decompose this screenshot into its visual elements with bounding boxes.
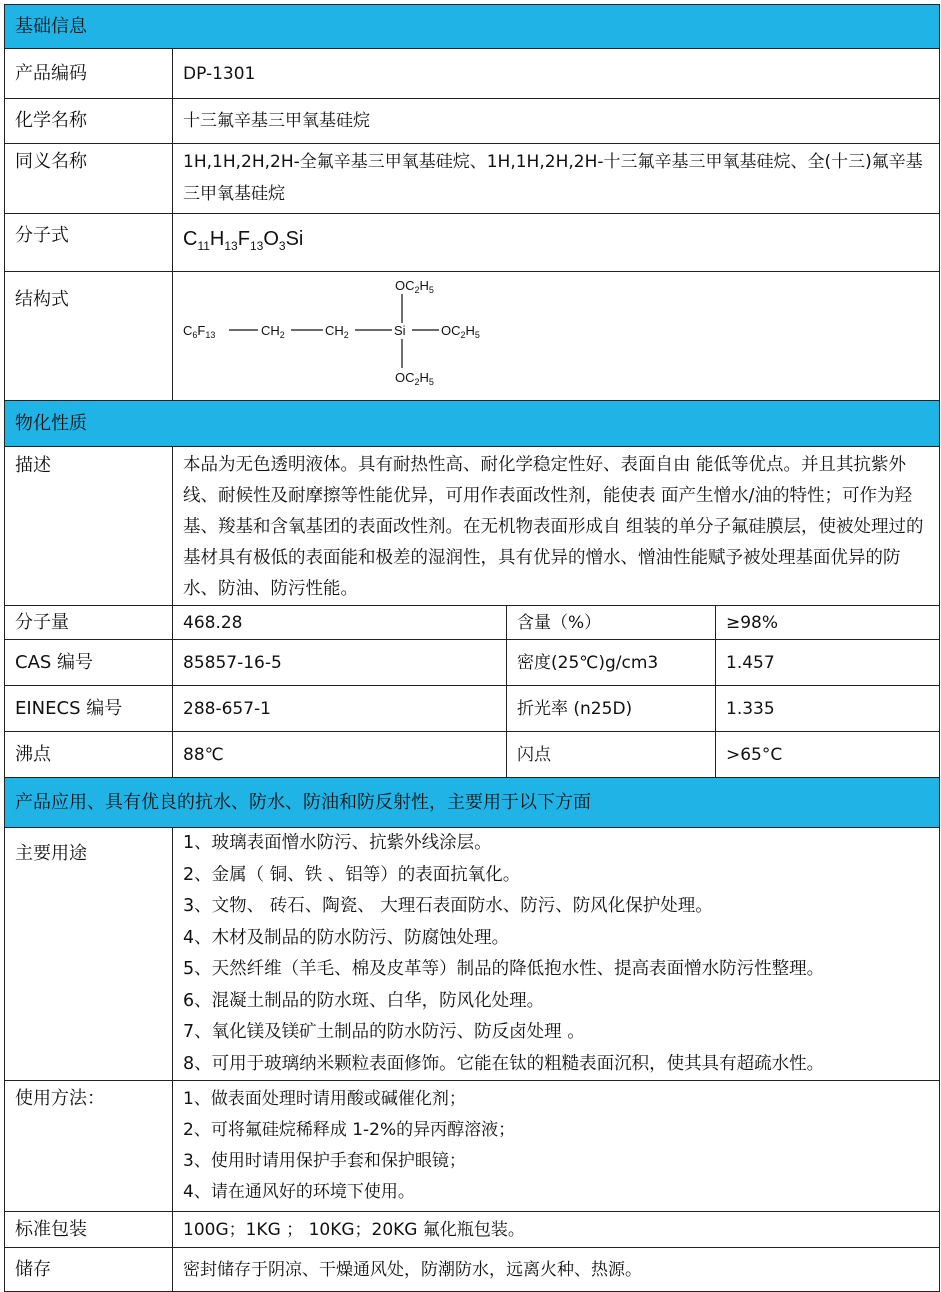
label-formula: 分子式 bbox=[5, 214, 173, 272]
label-fp: 闪点 bbox=[507, 732, 716, 778]
row-bp-fp bbox=[5, 732, 940, 778]
list-item: 3、使用时请用保护手套和保护眼镜； bbox=[183, 1151, 466, 1171]
label-density: 密度(25℃)g/cm3 bbox=[507, 640, 716, 686]
row-method bbox=[5, 1081, 940, 1212]
label-cas: CAS 编号 bbox=[5, 640, 173, 686]
structure-text-right: $OC_2H_5$ bbox=[441, 323, 480, 340]
structure-ch2-a: $CH_2$ bbox=[261, 323, 285, 340]
uses-list bbox=[173, 828, 940, 1081]
row-uses bbox=[5, 828, 940, 1081]
value-storage: 密封储存于阴凉、干燥通风处，防潮防水，远离火种、热源。 bbox=[173, 1248, 940, 1292]
structure-diagram bbox=[173, 272, 593, 398]
structure-text-bottom: $OC_2H_5$ bbox=[395, 370, 434, 387]
value-content: ≥98% bbox=[716, 606, 940, 640]
value-einecs: 288-657-1 bbox=[173, 686, 507, 732]
label-bp: 沸点 bbox=[5, 732, 173, 778]
list-item: 2、可将氟硅烷稀释成 1-2%的异丙醇溶液； bbox=[183, 1120, 516, 1140]
row-synonyms bbox=[5, 144, 940, 214]
label-chemical-name: 化学名称 bbox=[5, 99, 173, 144]
label-storage: 储存 bbox=[5, 1248, 173, 1292]
list-item: 8、可用于玻璃纳米颗粒表面修饰。它能在钛的粗糙表面沉积，使其具有超疏水性。 bbox=[183, 1053, 825, 1074]
label-synonyms: 同义名称 bbox=[5, 144, 173, 214]
value-density: 1.457 bbox=[716, 640, 940, 686]
structure-si: Si bbox=[394, 323, 406, 338]
value-ri: 1.335 bbox=[716, 686, 940, 732]
structure-c6f13: $C_6F_{13}$ bbox=[183, 323, 216, 340]
list-item: 1、玻璃表面憎水防污、抗紫外线涂层。 bbox=[183, 833, 492, 853]
list-item: 7、氧化镁及镁矿土制品的防水防污、防反卤处理 。 bbox=[183, 1022, 585, 1042]
label-ri: 折光率 (n25D) bbox=[507, 686, 716, 732]
list-item: 4、木材及制品的防水防污、防腐蚀处理。 bbox=[183, 927, 510, 948]
row-cas-density bbox=[5, 640, 940, 686]
value-mw: 468.28 bbox=[173, 606, 507, 640]
list-item: 2、金属（ 铜、铁 、铝等）的表面抗氧化。 bbox=[183, 864, 521, 885]
value-product-code: DP-1301 bbox=[173, 49, 940, 99]
value-bp: 88℃ bbox=[173, 732, 507, 778]
row-product-code bbox=[5, 49, 940, 99]
list-item: 1、做表面处理时请用酸或碱催化剂； bbox=[183, 1089, 466, 1109]
section-application-header bbox=[5, 778, 940, 828]
value-description: 本品为无色透明液体。具有耐热性高、耐化学稳定性好、表面自由 能低等优点。并且其抗紫外线、耐候性及耐摩擦等性能优异，可用作表面改性剂，能使表 面产生憎水/油的特性；可作为羟基、羧基和含氧基团的表面改性剂。在无机物表面形成自 组装的单分子氟硅膜层，使被处理过的基材具有极低的表面能和极差的湿润性，具有优异的憎水、憎油性能赋予被处理基面优异的防水、防油、防污性能。 bbox=[173, 447, 940, 606]
row-formula bbox=[5, 214, 940, 272]
structure-text-top bbox=[395, 278, 434, 295]
section-title: 产品应用、具有优良的抗水、防水、防油和防反射性，主要用于以下方面 bbox=[5, 778, 940, 828]
label-product-code: 产品编码 bbox=[5, 49, 173, 99]
value-chemical-name: 十三氟辛基三甲氧基硅烷 bbox=[173, 99, 940, 144]
list-item: 5、天然纤维（羊毛、棉及皮革等）制品的降低抱水性、提高表面憎水防污性整理。 bbox=[183, 959, 825, 979]
svg-text:OC2H5: $OC_2H_5$ bbox=[395, 278, 434, 295]
row-chemical-name bbox=[5, 99, 940, 144]
section-title: 物化性质 bbox=[5, 401, 940, 447]
value-synonyms: 1H,1H,2H,2H-全氟辛基三甲氧基硅烷、1H,1H,2H,2H-十三氟辛基三甲氧基硅烷、全(十三)氟辛基三甲氧基硅烷 bbox=[173, 144, 940, 214]
row-mw-content bbox=[5, 606, 940, 640]
section-title: 基础信息 bbox=[5, 5, 940, 49]
value-cas: 85857-16-5 bbox=[173, 640, 507, 686]
value-packaging: 100G；1KG ； 10KG；20KG 氟化瓶包装。 bbox=[173, 1212, 940, 1248]
row-packaging bbox=[5, 1212, 940, 1248]
product-spec-table bbox=[4, 4, 940, 1292]
label-method: 使用方法： bbox=[5, 1081, 173, 1212]
label-mw: 分子量 bbox=[5, 606, 173, 640]
value-formula: $C_{11}H_{13}F_{13}O_3Si$ bbox=[173, 214, 940, 272]
label-packaging: 标准包装 bbox=[5, 1212, 173, 1248]
list-item: 6、混凝土制品的防水斑、白华，防风化处理。 bbox=[183, 990, 545, 1011]
row-einecs-ri bbox=[5, 686, 940, 732]
value-fp: >65°C bbox=[716, 732, 940, 778]
label-structure: 结构式 bbox=[5, 272, 173, 401]
list-item: 3、文物、 砖石、陶瓷、 大理石表面防水、防污、防风化保护处理。 bbox=[183, 896, 713, 916]
label-einecs: EINECS 编号 bbox=[5, 686, 173, 732]
label-uses: 主要用途 bbox=[5, 828, 173, 1081]
row-structure bbox=[5, 272, 940, 401]
method-list bbox=[173, 1081, 940, 1212]
list-item: 4、请在通风好的环境下使用。 bbox=[183, 1182, 415, 1202]
value-structure bbox=[173, 272, 940, 401]
label-content: 含量（%） bbox=[507, 606, 716, 640]
structure-ch2-b: $CH_2$ bbox=[325, 323, 349, 340]
section-physchem-header bbox=[5, 401, 940, 447]
row-description bbox=[5, 447, 940, 606]
section-basic-header bbox=[5, 5, 940, 49]
label-description: 描述 bbox=[5, 447, 173, 606]
row-storage bbox=[5, 1248, 940, 1292]
